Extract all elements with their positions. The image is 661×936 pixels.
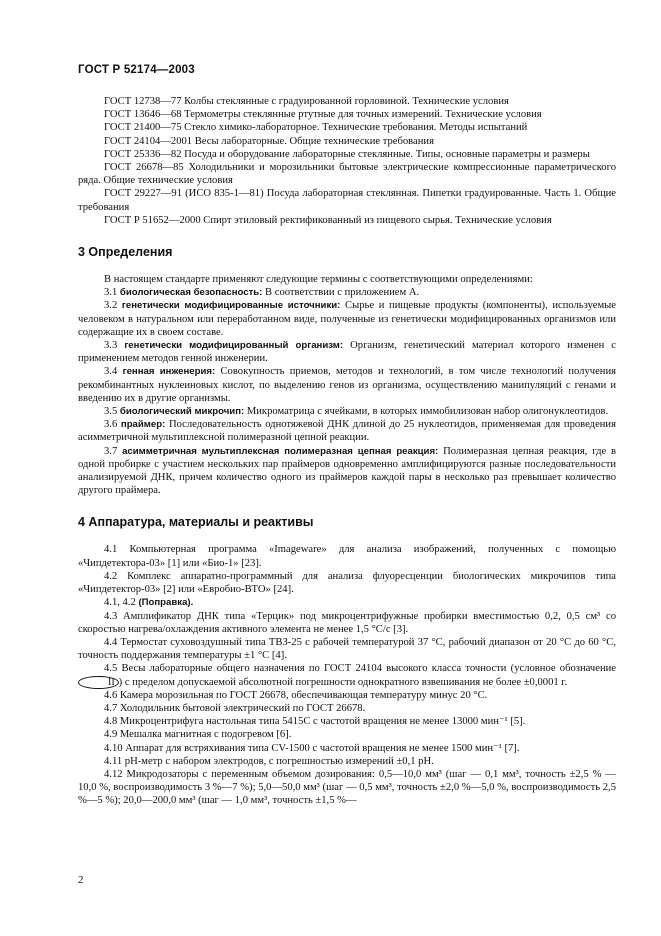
definition-term: праймер: — [120, 419, 166, 431]
reference-item: ГОСТ 29227—91 (ИСО 835-1—81) Посуда лабораторная стеклянная. Пипетки градуированные. Часть 1. Общие требования — [78, 188, 616, 213]
definition-item — [78, 299, 616, 339]
clause-4-4: 4.4 Термостат суховоздушный типа ТВЗ-25 с рабочей температурой 37 °С, рабочий диапазон от 20 °С до 60 °С, точность поддержания температуры ±1 °С [4]. — [78, 636, 616, 662]
amendment-clauses: 4.1, 4.2 — [104, 597, 136, 609]
definition-number: 3.7 — [104, 445, 118, 457]
definition-number: 3.1 — [104, 287, 118, 299]
definition-text: Организм, генетический материал которого изменен с применением методов генной инженерии. — [78, 340, 616, 365]
definition-item — [78, 418, 616, 444]
accuracy-class-mark: II — [78, 676, 119, 689]
section-4-heading: 4 Аппаратура, материалы и реактивы — [78, 515, 314, 530]
definition-text: Совокупность приемов, методов и технологий, в том числе технологий получения рекомбинантных нуклеиновых кислот, по выделению генов из организма, осуществлению манипуляций с генами и введению их в другие организмы. — [78, 366, 616, 404]
clause-4-2: 4.2 Комплекс аппаратно-программный для анализа флуоресценции биологических микрочипов типа «Чипдетектор-03» [2] или «Евробио-ВТО» [24]. — [78, 570, 616, 596]
definition-text: Полимеразная цепная реакция, где в одной пробирке с участием нескольких пар праймеров одновременно амплифицируются разные последовательности анализируемой ДНК, причем количество одного из праймеров каждой пары в несколько раз превышает количество другого праймера. — [78, 445, 616, 497]
clause-4-7: 4.7 Холодильник бытовой электрический по ГОСТ 26678. — [104, 702, 366, 714]
amendment-label: (Поправка). — [138, 597, 194, 609]
definition-term: генетически модифицированный организм: — [124, 340, 344, 352]
definition-item — [78, 405, 616, 418]
document-header-code: ГОСТ Р 52174—2003 — [78, 64, 195, 76]
definition-term: генная инженерия: — [122, 366, 216, 378]
definition-term: асимметричная мультиплексная полимеразная цепная реакция: — [122, 445, 439, 457]
definition-text: Сырье и пищевые продукты (компоненты), используемые человеком в натуральном или переработанном виде, полученные из генетически модифицированных организмов или содержащие их в своем составе. — [78, 300, 616, 338]
clause-4-6: 4.6 Камера морозильная по ГОСТ 26678, обеспечивающая температуру минус 20 °С. — [104, 689, 488, 701]
reference-item: ГОСТ 24104—2001 Весы лабораторные. Общие технические требования — [104, 135, 434, 147]
definition-term: генетически модифицированные источники: — [121, 300, 341, 312]
definitions-section — [78, 273, 616, 497]
clause-4-1: 4.1 Компьютерная программа «Imageware» для анализа изображений, полученных с помощью «Чипдетектора-03» [1] или «Био-1» [23]. — [78, 544, 616, 569]
definitions-intro: В настоящем стандарте применяют следующие термины с соответствующими определениями: — [104, 274, 533, 286]
definition-number: 3.2 — [104, 300, 118, 312]
document-body — [78, 95, 616, 808]
definition-number: 3.6 — [104, 419, 118, 431]
definition-text: Последовательность однотяжевой ДНК длиной до 25 нуклеотидов, применяемая для проведения асимметричной мультиплексной полимеразной цепной реакции. — [78, 419, 616, 444]
clause-4-9: 4.9 Мешалка магнитная с подогревом [6]. — [104, 729, 292, 741]
clause-amendment-note — [78, 596, 616, 609]
reference-item: ГОСТ 26678—85 Холодильники и морозильники бытовые электрические компрессионные параметрического ряда. Общие технические условия — [78, 162, 616, 187]
definition-item — [78, 365, 616, 405]
page-number: 2 — [78, 874, 84, 886]
definition-item — [78, 445, 616, 498]
reference-item: ГОСТ 12738—77 Колбы стеклянные с градуированной горловиной. Технические условия — [104, 96, 509, 107]
definition-text: Микроматрица с ячейками, в которых иммобилизован набор олигонуклеотидов. — [246, 406, 609, 418]
section-3-heading: 3 Определения — [78, 245, 173, 260]
reference-item: ГОСТ 21400—75 Стекло химико-лабораторное. Технические требования. Методы испытаний — [104, 122, 528, 134]
reference-item: ГОСТ Р 51652—2000 Спирт этиловый ректификованный из пищевого сырья. Технические условия — [104, 214, 552, 226]
definition-number: 3.4 — [104, 366, 118, 378]
normative-references-list — [78, 95, 616, 227]
reference-item: ГОСТ 25336—82 Посуда и оборудование лабораторные стеклянные. Типы, основные параметры и размеры — [104, 148, 590, 160]
definition-term: биологическая безопасность: — [119, 287, 263, 299]
definition-term: биологический микрочип: — [119, 406, 245, 418]
clause-4-5: 4.5 Весы лабораторные общего назначения по ГОСТ 24104 высокого класса точности (условное обозначение II ) с пределом допускаемой абсолютной погрешности однократного взвешивания не более ±0,0001 г. — [78, 662, 616, 688]
clause-4-12: 4.12 Микродозаторы с переменным объемом дозирования: 0,5—10,0 мм³ (шаг — 0,1 мм³, точность ±2,5 % — 10,0 %, воспроизводимость 3 %—7 %); 5,0—50,0 мм³ (шаг — 0,5 мм³, точность ±2,0 %—5,0 %, воспроизводимость 2,5 %—5 %); 20,0—200,0 мм³ (шаг — 1,0 мм³, точность ±1,5 %— — [78, 768, 616, 807]
reference-item: ГОСТ 13646—68 Термометры стеклянные ртутные для точных измерений. Технические условия — [104, 109, 542, 121]
definition-text: В соответствии с приложением А. — [265, 287, 420, 299]
definition-item — [78, 339, 616, 365]
clause-4-10: 4.10 Аппарат для встряхивания типа СV-1500 с частотой вращения не менее 1500 мин⁻¹ [7]. — [104, 742, 520, 754]
definition-item — [78, 286, 616, 299]
clause-4-11: 4.11 рН-метр с набором электродов, с погрешностью измерений ±0,1 рН. — [104, 755, 434, 767]
definition-number: 3.3 — [104, 340, 118, 352]
clause-4-8: 4.8 Микроцентрифуга настольная типа 5415С с частотой вращения не менее 13000 мин⁻¹ [5]. — [104, 716, 526, 728]
definition-number: 3.5 — [104, 406, 118, 418]
clause-4-3: 4.3 Амплификатор ДНК типа «Терцик» под микроцентрифужные пробирки вместимостью 0,2, 0,5 см³ со скоростью нагрева/охлаждения активного элемента не менее 1,5 °С/с [3]. — [78, 610, 616, 635]
apparatus-section — [78, 543, 616, 807]
